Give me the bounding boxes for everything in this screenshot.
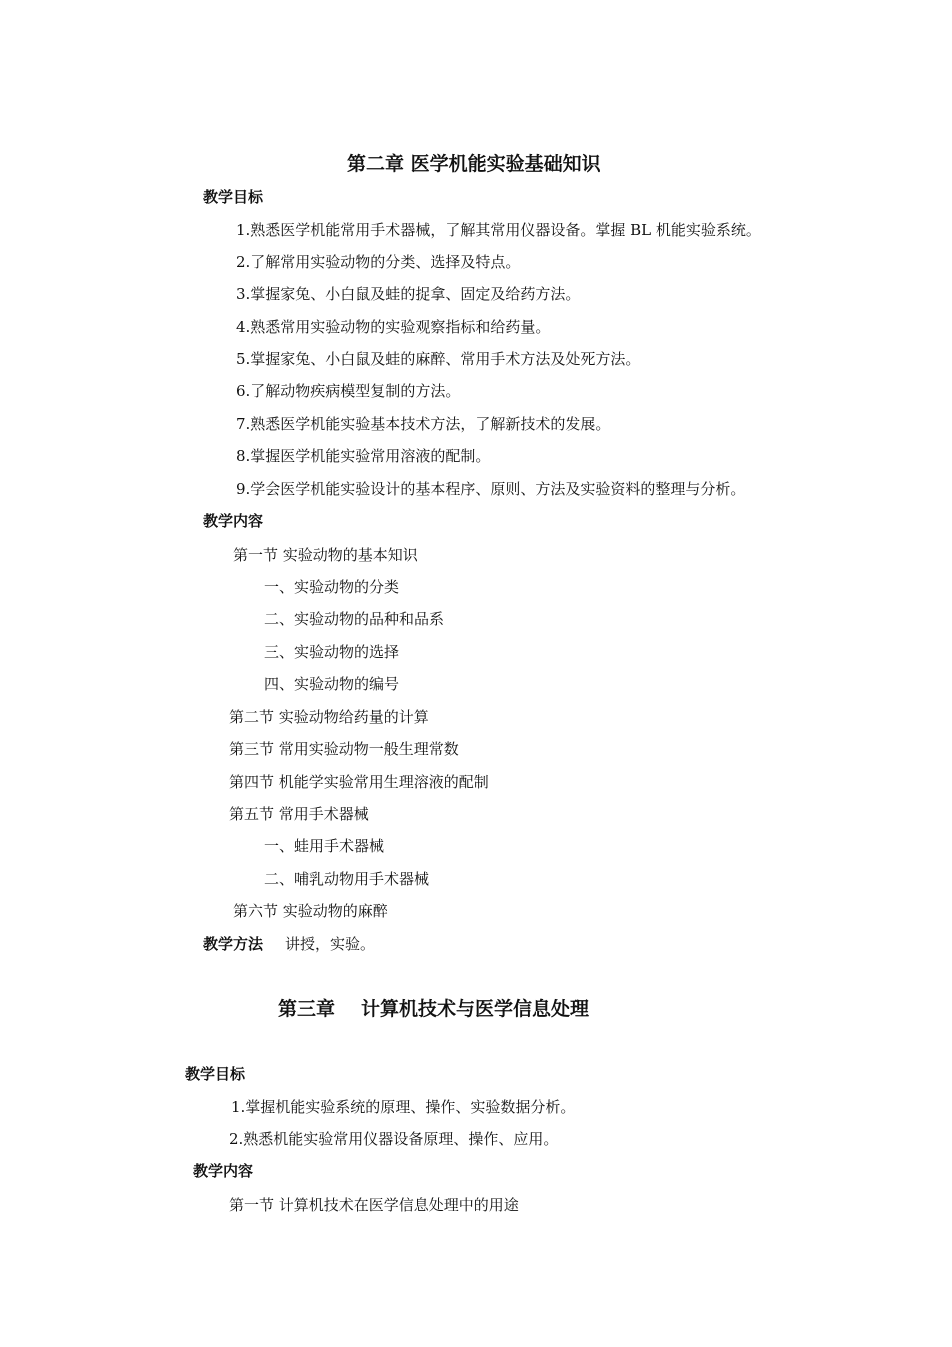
ch2-section: 第二节 实验动物给药量的计算 — [229, 708, 429, 726]
ch3-goal-item: 2.熟悉机能实验常用仪器设备原理、操作、应用。 — [229, 1130, 559, 1148]
ch2-method-text: 讲授，实验。 — [285, 935, 376, 953]
ch2-section: 第三节 常用实验动物一般生理常数 — [229, 740, 459, 758]
ch2-section: 第六节 实验动物的麻醉 — [233, 902, 388, 920]
ch2-goal-item: 7.熟悉医学机能实验基本技术方法，了解新技术的发展。 — [236, 415, 611, 433]
ch2-subsection: 一、蛙用手术器械 — [264, 837, 385, 855]
ch3-section: 第一节 计算机技术在医学信息处理中的用途 — [229, 1196, 519, 1214]
ch2-subsection: 三、实验动物的选择 — [264, 643, 400, 661]
ch2-section: 第五节 常用手术器械 — [229, 805, 369, 823]
chapter-3-name: 计算机技术与医学信息处理 — [361, 998, 590, 1020]
chapter-3-number: 第三章 — [278, 998, 336, 1020]
ch2-section: 第四节 机能学实验常用生理溶液的配制 — [229, 773, 489, 791]
ch2-method-line — [203, 934, 375, 954]
ch3-goals-heading: 教学目标 — [185, 1065, 246, 1083]
ch2-goal-item: 4.熟悉常用实验动物的实验观察指标和给药量。 — [236, 318, 551, 336]
ch2-section: 第一节 实验动物的基本知识 — [233, 546, 418, 564]
ch3-goal-item: 1.掌握机能实验系统的原理、操作、实验数据分析。 — [231, 1098, 576, 1116]
ch2-goal-item: 1.熟悉医学机能常用手术器械，了解其常用仪器设备。掌握 BL 机能实验系统。 — [236, 221, 761, 239]
ch2-goal-item: 9.学会医学机能实验设计的基本程序、原则、方法及实验资料的整理与分析。 — [236, 480, 746, 498]
ch2-subsection: 四、实验动物的编号 — [264, 675, 400, 693]
chapter-3-title — [278, 997, 589, 1021]
ch2-goals-heading: 教学目标 — [203, 188, 264, 206]
ch2-goal-item: 6.了解动物疾病模型复制的方法。 — [236, 382, 461, 400]
ch2-subsection: 一、实验动物的分类 — [264, 578, 400, 596]
ch2-content-heading: 教学内容 — [203, 512, 264, 530]
ch2-goal-item: 2.了解常用实验动物的分类、选择及特点。 — [236, 253, 521, 271]
ch2-subsection: 二、实验动物的品种和品系 — [264, 610, 445, 628]
ch2-goal-item: 3.掌握家兔、小白鼠及蛙的捉拿、固定及给药方法。 — [236, 285, 581, 303]
ch2-subsection: 二、哺乳动物用手术器械 — [264, 870, 430, 888]
ch3-content-heading: 教学内容 — [193, 1162, 254, 1180]
ch2-goal-item: 8.掌握医学机能实验常用溶液的配制。 — [236, 447, 491, 465]
ch2-method-heading: 教学方法 — [203, 935, 264, 953]
chapter-2-title: 第二章 医学机能实验基础知识 — [347, 153, 601, 175]
ch2-goal-item: 5.掌握家兔、小白鼠及蛙的麻醉、常用手术方法及处死方法。 — [236, 350, 641, 368]
